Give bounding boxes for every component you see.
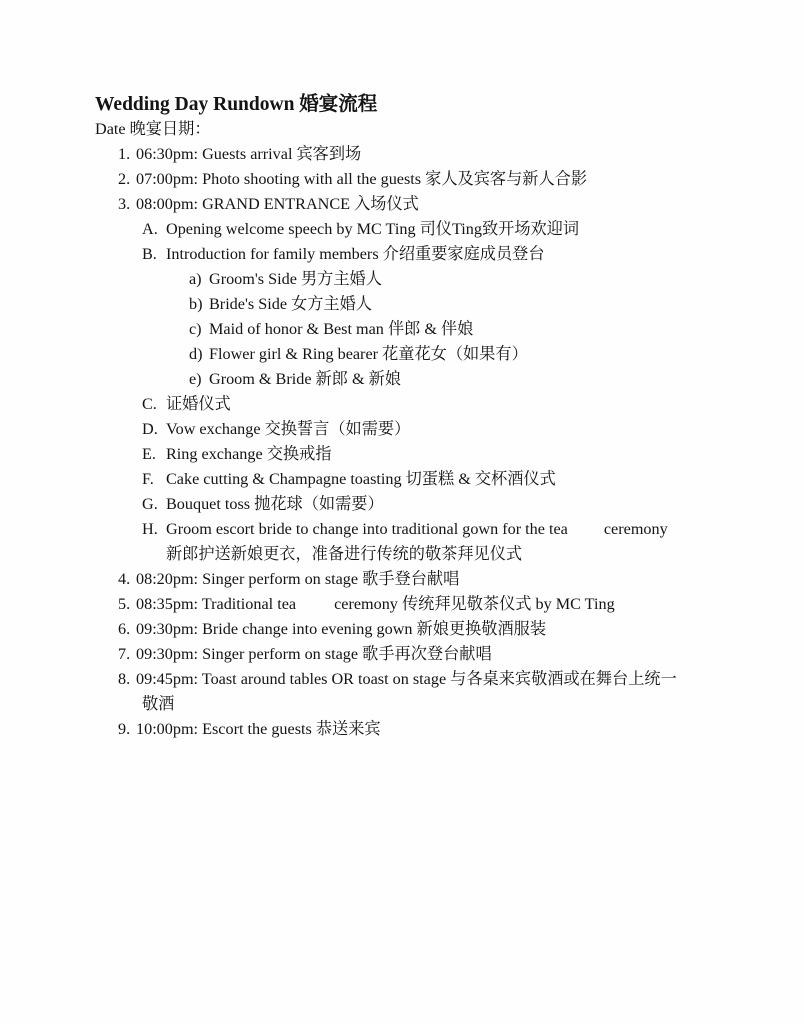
item-text: Groom escort bride to change into traditional gown for the tea bbox=[166, 520, 568, 538]
date-label: Date 晚宴日期： bbox=[95, 120, 211, 138]
item-letter: e) bbox=[189, 370, 202, 388]
family-item bbox=[189, 294, 372, 314]
sub-list-item bbox=[142, 519, 668, 539]
sub-list-item bbox=[142, 419, 410, 439]
item-text-continued: ceremony bbox=[603, 520, 668, 538]
item-text: 09:30pm: Singer perform on stage 歌手再次登台献唱 bbox=[136, 645, 492, 663]
item-number: 4. bbox=[118, 570, 131, 588]
list-item bbox=[118, 169, 587, 189]
item-letter: E. bbox=[142, 445, 156, 463]
item-text: 06:30pm: Guests arrival 宾客到场 bbox=[136, 145, 362, 163]
item-text: 08:35pm: Traditional tea bbox=[136, 595, 297, 613]
item-text: 09:45pm: Toast around tables OR toast on stage 与各桌来宾敬酒或在舞台上统一 bbox=[136, 670, 677, 688]
item-letter: C. bbox=[142, 395, 157, 413]
item-letter: F. bbox=[142, 470, 154, 488]
item-text: Bride's Side 女方主婚人 bbox=[209, 295, 372, 313]
sub-list-item-continuation: 新郎护送新娘更衣，准备进行传统的敬茶拜见仪式 bbox=[166, 545, 523, 563]
item-text: Groom & Bride 新郎 & 新娘 bbox=[209, 370, 401, 388]
item-text-continued: ceremony 传统拜见敬茶仪式 by MC Ting bbox=[334, 595, 615, 613]
item-letter: D. bbox=[142, 420, 158, 438]
list-item bbox=[118, 194, 419, 214]
list-item bbox=[118, 619, 546, 639]
item-letter: b) bbox=[189, 295, 203, 313]
list-item bbox=[118, 144, 361, 164]
item-letter: B. bbox=[142, 245, 157, 263]
list-item bbox=[118, 669, 677, 689]
list-item bbox=[118, 594, 615, 614]
item-text: Flower girl & Ring bearer 花童花女（如果有） bbox=[209, 345, 528, 363]
item-letter: c) bbox=[189, 320, 202, 338]
sub-list-item bbox=[142, 494, 384, 514]
item-letter: a) bbox=[189, 270, 202, 288]
sub-list-item bbox=[142, 469, 556, 489]
family-item bbox=[189, 344, 528, 364]
list-item bbox=[118, 569, 459, 589]
family-item bbox=[189, 369, 401, 389]
list-item-continuation: 敬酒 bbox=[142, 695, 175, 713]
item-text: 10:00pm: Escort the guests 恭送来宾 bbox=[136, 720, 381, 738]
item-text: Ring exchange 交换戒指 bbox=[166, 445, 332, 463]
sub-list-item bbox=[142, 244, 545, 264]
item-number: 9. bbox=[118, 720, 131, 738]
item-text: Vow exchange 交换誓言（如需要） bbox=[166, 420, 411, 438]
item-text: 07:00pm: Photo shooting with all the guests 家人及宾客与新人合影 bbox=[136, 170, 588, 188]
item-number: 3. bbox=[118, 195, 131, 213]
item-number: 2. bbox=[118, 170, 131, 188]
item-text: Bouquet toss 抛花球（如需要） bbox=[166, 495, 384, 513]
sub-list-item bbox=[142, 219, 579, 239]
item-text: 证婚仪式 bbox=[166, 395, 231, 413]
sub-list-item bbox=[142, 394, 231, 414]
item-text: Cake cutting & Champagne toasting 切蛋糕 & 交杯酒仪式 bbox=[166, 470, 556, 488]
item-text: Opening welcome speech by MC Ting 司仪Ting致开场欢迎词 bbox=[166, 220, 580, 238]
item-number: 5. bbox=[118, 595, 131, 613]
item-text: 09:30pm: Bride change into evening gown 新娘更换敬酒服装 bbox=[136, 620, 547, 638]
item-number: 1. bbox=[118, 145, 131, 163]
item-number: 8. bbox=[118, 670, 131, 688]
list-item bbox=[118, 644, 492, 664]
family-item bbox=[189, 269, 382, 289]
list-item bbox=[118, 719, 381, 739]
sub-list-item bbox=[142, 444, 331, 464]
item-number: 6. bbox=[118, 620, 131, 638]
item-number: 7. bbox=[118, 645, 131, 663]
item-text: Introduction for family members 介绍重要家庭成员登台 bbox=[166, 245, 545, 263]
item-text: Maid of honor & Best man 伴郎 & 伴娘 bbox=[209, 320, 474, 338]
item-text: 08:20pm: Singer perform on stage 歌手登台献唱 bbox=[136, 570, 460, 588]
item-letter: G. bbox=[142, 495, 158, 513]
item-letter: d) bbox=[189, 345, 203, 363]
item-text: 08:00pm: GRAND ENTRANCE 入场仪式 bbox=[136, 195, 419, 213]
page-title: Wedding Day Rundown 婚宴流程 bbox=[95, 94, 378, 115]
family-item bbox=[189, 319, 473, 339]
item-letter: H. bbox=[142, 520, 158, 538]
item-text: Groom's Side 男方主婚人 bbox=[209, 270, 382, 288]
item-letter: A. bbox=[142, 220, 158, 238]
